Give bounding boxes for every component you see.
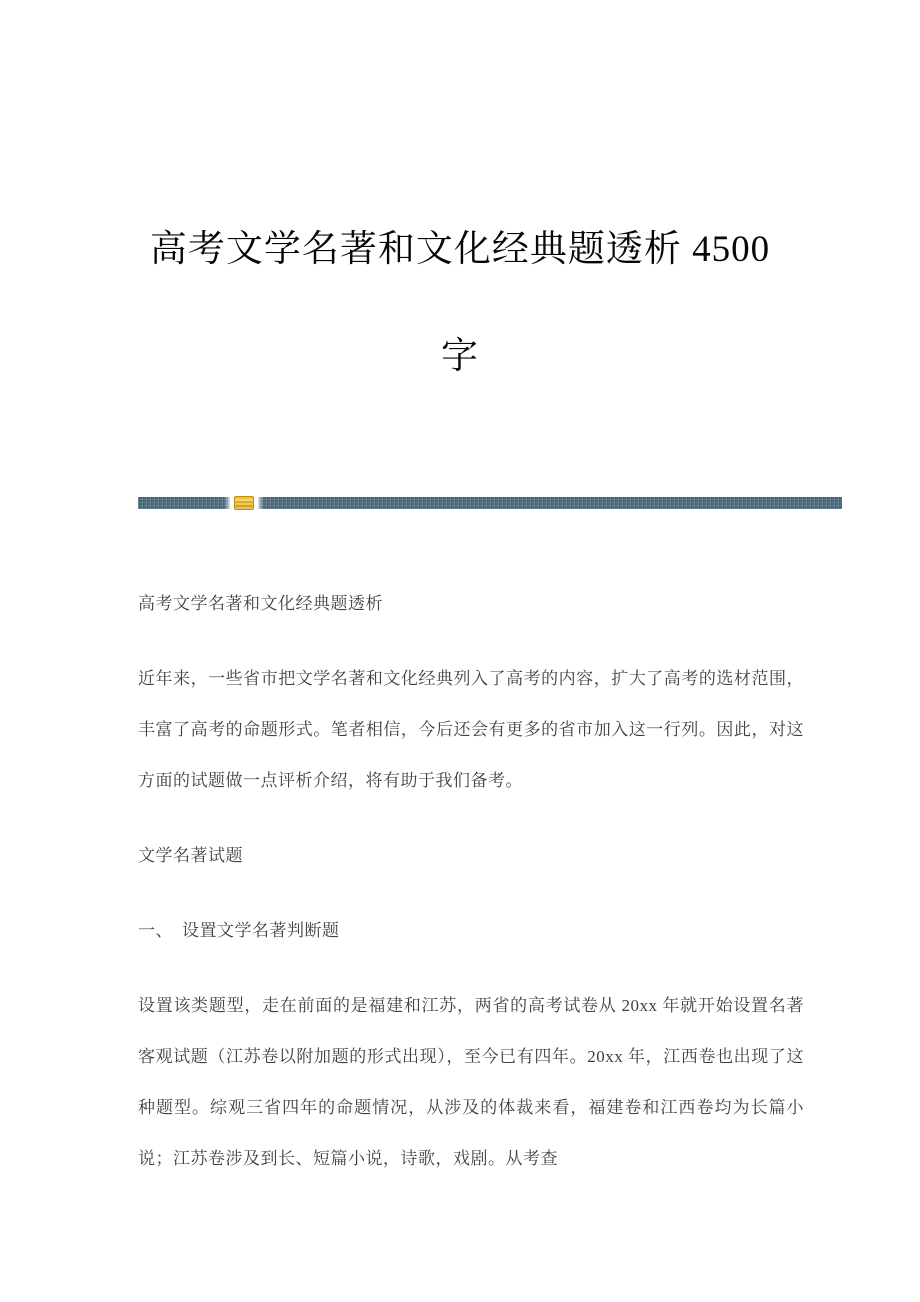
paragraph-intro: 近年来，一些省市把文学名著和文化经典列入了高考的内容，扩大了高考的选材范围，丰富了高考的命题形式。笔者相信，今后还会有更多的省市加入这一行列。因此，对这方面的试题做一点评析介绍，将有助于我们备考。 bbox=[138, 669, 804, 790]
paragraph-detail: 设置该类题型，走在前面的是福建和江苏，两省的高考试卷从 20xx 年就开始设置名著客观试题（江苏卷以附加题的形式出现），至今已有四年。20xx 年，江西卷也出现了这种题型。综观三省四年的命题情况，从涉及的体裁来看，福建卷和江西卷均为长篇小说；江苏卷涉及到长、短篇小说，诗歌，戏剧。从考查 bbox=[138, 996, 804, 1168]
document-title-line2: 字 bbox=[441, 336, 479, 377]
gold-seal-icon bbox=[234, 496, 254, 510]
document-body bbox=[138, 578, 804, 1208]
paragraph-subtitle: 高考文学名著和文化经典题透析 bbox=[138, 594, 383, 613]
paragraph-section-heading: 文学名著试题 bbox=[138, 846, 243, 865]
divider-icon-glow bbox=[230, 492, 258, 514]
section-divider bbox=[138, 497, 842, 509]
document-title-line1: 高考文学名著和文化经典题透析 4500 bbox=[149, 229, 771, 270]
document-title bbox=[70, 196, 850, 410]
paragraph-list-heading: 一、 设置文学名著判断题 bbox=[138, 921, 340, 940]
